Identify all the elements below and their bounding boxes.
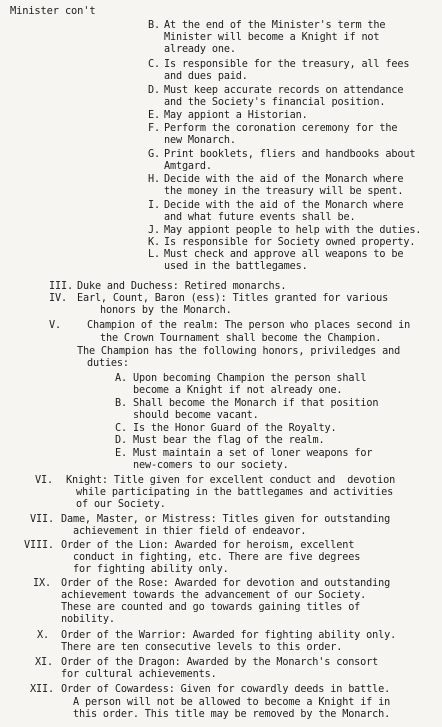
order-ix-numeral: IX. (33, 578, 51, 589)
section-iii-numeral: III. (49, 281, 73, 292)
minister-item-c-line1: Is responsible for the treasury, all fees (164, 59, 410, 70)
order-vi-line2: while participating in the battlegames and activities (76, 487, 394, 498)
champion-item-b-line2: should become vacant. (133, 410, 259, 421)
section-iv-numeral: IV. (49, 293, 67, 304)
champion-item-d-line1: Must bear the flag of the realm. (133, 435, 325, 446)
order-xii-line2: A person will not be allowed to become a Knight if in (73, 697, 391, 708)
order-vi-line3: of our Society. (76, 499, 166, 510)
minister-item-k-marker: K. (148, 237, 160, 248)
minister-item-l-line2: used in the battlegames. (164, 261, 308, 272)
order-vii-line1: Dame, Master, or Mistress: Titles given for outstanding (61, 514, 391, 525)
minister-item-i-marker: I. (148, 200, 160, 211)
page-heading: Minister con't (10, 5, 96, 17)
minister-item-f-marker: F. (148, 123, 160, 134)
minister-item-b-line1: At the end of the Minister's term the (164, 20, 386, 31)
minister-item-b-line2: Minister will become a Knight if not (164, 32, 380, 43)
minister-item-i-line1: Decide with the aid of the Monarch where (164, 200, 404, 211)
order-ix-line4: nobility. (61, 614, 115, 625)
order-ix-line2: achievement towards the advancement of our Society. (61, 590, 367, 601)
champion-item-a-line1: Upon becoming Champion the person shall (133, 373, 367, 384)
order-x-line1: Order of the Warrior: Awarded for fighting ability only. (61, 630, 397, 641)
section-v-line1: Champion of the realm: The person who places second in (87, 320, 411, 331)
section-iii-line1: Duke and Duchess: Retired monarchs. (77, 281, 287, 292)
order-vi-numeral: VI. (35, 475, 53, 486)
section-v-numeral: V. (49, 320, 61, 331)
minister-item-b-line3: already one. (164, 44, 236, 55)
section-iv-line1: Earl, Count, Baron (ess): Titles granted for various (77, 293, 389, 304)
minister-item-h-line1: Decide with the aid of the Monarch where (164, 174, 404, 185)
minister-item-g-line1: Print booklets, fliers and handbooks about (164, 149, 416, 160)
minister-item-c-marker: C. (148, 59, 160, 70)
minister-item-c-line2: and dues paid. (164, 71, 248, 82)
minister-item-j-marker: J. (148, 225, 160, 236)
order-x-numeral: X. (37, 630, 49, 641)
order-vii-line2: achievement in thier field of endeavor. (73, 526, 307, 537)
order-xii-line1: Order of Cowardess: Given for cowardly deeds in battle. (61, 684, 391, 695)
order-vi-line1: Knight: Title given for excellent conduct and devotion (66, 475, 396, 486)
champion-item-c-marker: C. (115, 423, 127, 434)
order-xi-line2: for cultural achievements. (61, 669, 217, 680)
champion-item-e-marker: E. (115, 448, 127, 459)
minister-item-e-marker: E. (148, 110, 160, 121)
champion-item-e-line2: new-comers to our society. (133, 460, 289, 471)
minister-item-g-line2: Amtgard. (164, 161, 212, 172)
order-vii-numeral: VII. (30, 514, 54, 525)
order-viii-numeral: VIII. (24, 540, 54, 551)
order-viii-line2: conduct in fighting, etc. There are five degrees (73, 552, 361, 563)
order-x-line2: There are ten consecutive levels to this order. (61, 642, 343, 653)
order-viii-line1: Order of the Lion: Awarded for heroism, excellent (61, 540, 355, 551)
minister-item-l-line1: Must check and approve all weapons to be (164, 249, 404, 260)
minister-item-h-line2: the money in the treasury will be spent. (164, 186, 404, 197)
minister-item-f-line2: new Monarch. (164, 135, 236, 146)
order-xii-numeral: XII. (30, 684, 54, 695)
order-xi-line1: Order of the Dragon: Awarded by the Monarch's consort (61, 657, 379, 668)
minister-item-b-marker: B. (148, 20, 160, 31)
section-v-line3: The Champion has the following honors, priviledges and (77, 346, 401, 357)
minister-item-h-marker: H. (148, 174, 160, 185)
minister-item-d-marker: D. (148, 85, 160, 96)
order-viii-line3: for fighting ability only. (73, 564, 229, 575)
minister-item-i-line2: and what future events shall be. (164, 212, 356, 223)
section-v-line2: the Crown Tournament shall become the Champion. (100, 333, 382, 344)
minister-item-g-marker: G. (148, 149, 160, 160)
minister-item-k-line1: Is responsible for Society owned property. (164, 237, 416, 248)
order-xi-numeral: XI. (35, 657, 53, 668)
champion-item-b-line1: Shall become the Monarch if that position (133, 398, 379, 409)
champion-item-a-marker: A. (115, 373, 127, 384)
champion-item-c-line1: Is the Honor Guard of the Royalty. (133, 423, 337, 434)
order-ix-line3: These are counted and go towards gaining titles of (61, 602, 361, 613)
section-v-line4: duties: (87, 358, 129, 369)
minister-item-d-line2: and the Society's financial position. (164, 97, 386, 108)
minister-item-e-line1: May appiont a Historian. (164, 110, 308, 121)
minister-item-j-line1: May appiont people to help with the duties. (164, 225, 422, 236)
champion-item-a-line2: become a Knight if not already one. (133, 385, 343, 396)
minister-item-l-marker: L. (148, 249, 160, 260)
minister-item-f-line1: Perform the coronation ceremony for the (164, 123, 398, 134)
champion-item-e-line1: Must maintain a set of loner weapons for (133, 448, 373, 459)
order-xii-line3: this order. This title may be removed by the Monarch. (73, 709, 391, 720)
order-ix-line1: Order of the Rose: Awarded for devotion and outstanding (61, 578, 391, 589)
minister-item-d-line1: Must keep accurate records on attendance (164, 85, 404, 96)
champion-item-d-marker: D. (115, 435, 127, 446)
section-iv-line2: honors by the Monarch. (100, 305, 232, 316)
champion-item-b-marker: B. (115, 398, 127, 409)
